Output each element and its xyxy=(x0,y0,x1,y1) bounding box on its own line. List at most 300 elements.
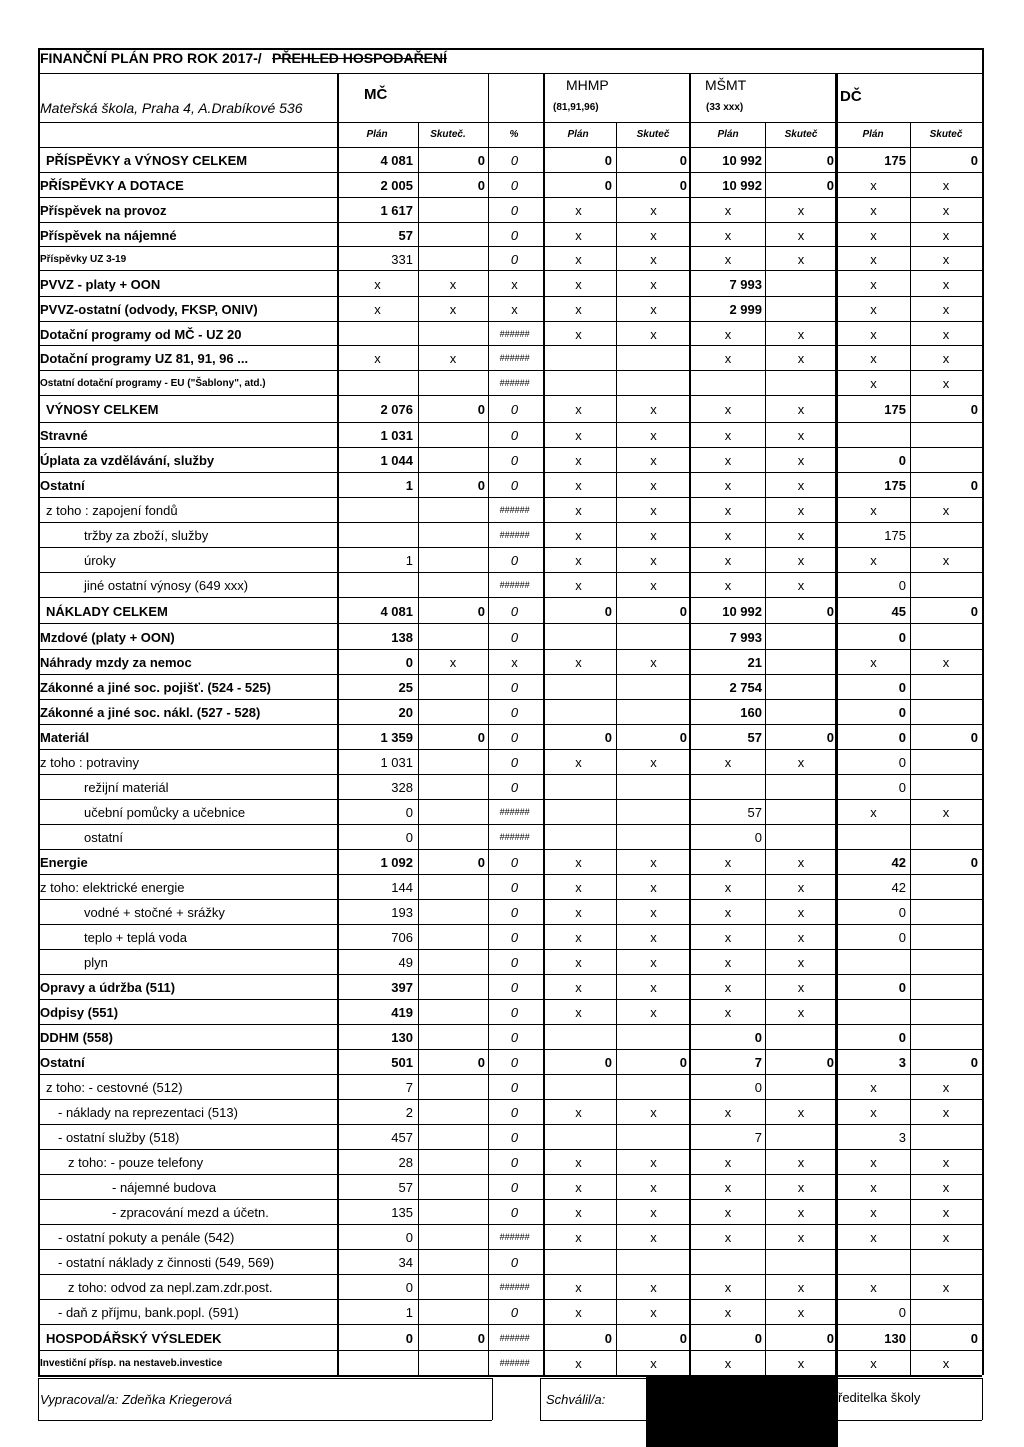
table-cell: 175 xyxy=(884,478,906,493)
table-cell: x xyxy=(797,1155,805,1170)
grid-line xyxy=(38,1099,982,1100)
table-cell: 0 xyxy=(510,855,519,870)
table-cell: x xyxy=(797,955,805,970)
table-cell: x xyxy=(870,553,877,568)
table-cell: x xyxy=(575,478,582,493)
row-label: PŘÍSPĚVKY A DOTACE xyxy=(40,178,184,193)
table-cell: x xyxy=(575,1205,582,1220)
row-label: - nájemné budova xyxy=(112,1180,217,1195)
table-cell: x xyxy=(575,402,582,417)
table-cell: 457 xyxy=(391,1130,413,1145)
table-cell: 0 xyxy=(477,1055,485,1070)
table-cell: x xyxy=(650,1155,657,1170)
table-cell: 0 xyxy=(898,780,906,795)
table-cell: 1 xyxy=(405,478,413,493)
table-cell: x xyxy=(870,178,877,193)
table-cell: x xyxy=(870,1356,877,1371)
table-cell: x xyxy=(374,302,381,317)
table-cell: 0 xyxy=(477,604,485,619)
grid-line xyxy=(38,122,982,123)
table-cell: 331 xyxy=(391,252,413,267)
table-cell: x xyxy=(650,755,657,770)
table-cell: 0 xyxy=(477,153,485,168)
table-cell: x xyxy=(797,203,805,218)
table-cell: 0 xyxy=(826,1055,834,1070)
table-cell: 0 xyxy=(510,604,519,619)
table-cell: ###### xyxy=(499,329,530,339)
table-cell: x xyxy=(650,203,657,218)
column-header-msmt-sub: (33 xxx) xyxy=(706,102,744,113)
table-cell: x xyxy=(575,1356,582,1371)
table-cell: 0 xyxy=(898,705,906,720)
grid-line xyxy=(38,699,982,700)
row-label: Náhrady mzdy za nemoc xyxy=(40,655,192,670)
table-cell: 4 081 xyxy=(380,153,413,168)
row-label: PŘÍSPĚVKY a VÝNOSY CELKEM xyxy=(46,153,248,168)
table-cell: x xyxy=(870,1155,877,1170)
table-cell: x xyxy=(724,228,732,243)
table-cell: x xyxy=(870,1180,877,1195)
table-cell: 0 xyxy=(679,604,687,619)
grid-line xyxy=(38,1324,982,1325)
table-cell: 0 xyxy=(970,855,978,870)
grid-line xyxy=(38,623,982,624)
table-cell: x xyxy=(650,402,657,417)
table-cell: x xyxy=(575,578,582,593)
table-cell: x xyxy=(797,1205,805,1220)
table-cell: 49 xyxy=(398,955,413,970)
table-cell: 175 xyxy=(884,153,906,168)
grid-line xyxy=(38,270,982,271)
table-cell: 0 xyxy=(970,604,978,619)
table-cell: x xyxy=(942,351,950,366)
table-cell: 2 005 xyxy=(380,178,413,193)
table-cell: x xyxy=(449,351,457,366)
table-cell: x xyxy=(870,302,877,317)
table-cell: x xyxy=(797,1356,805,1371)
table-cell: x xyxy=(724,578,732,593)
row-label: DDHM (558) xyxy=(40,1030,113,1045)
row-label: Opravy a údržba (511) xyxy=(40,980,176,995)
grid-line xyxy=(492,1378,493,1420)
title-main: FINANČNÍ PLÁN PRO ROK 2017-/ xyxy=(40,50,262,66)
column-header-dc: DČ xyxy=(840,88,862,105)
grid-line xyxy=(38,73,982,74)
table-cell: x xyxy=(575,1005,582,1020)
table-cell: 328 xyxy=(391,780,413,795)
row-label: Úplata za vzdělávání, služby xyxy=(40,453,215,468)
row-label: Investiční přísp. na nestaveb.investice xyxy=(40,1358,223,1369)
grid-line xyxy=(38,197,982,198)
table-cell: 0 xyxy=(510,1005,519,1020)
table-cell: x xyxy=(870,351,877,366)
table-cell: x xyxy=(870,1205,877,1220)
row-label: PVVZ-ostatní (odvody, FKSP, ONIV) xyxy=(40,302,258,317)
table-cell: x xyxy=(942,327,950,342)
column-header-msmt: MŠMT xyxy=(705,77,747,93)
row-label: HOSPODÁŘSKÝ VÝSLEDEK xyxy=(46,1331,222,1346)
table-cell: x xyxy=(650,1005,657,1020)
table-cell: 0 xyxy=(510,955,519,970)
table-cell: x xyxy=(724,1205,732,1220)
table-cell: x xyxy=(575,980,582,995)
table-cell: 0 xyxy=(510,203,519,218)
table-cell: 160 xyxy=(740,705,762,720)
table-cell: 34 xyxy=(398,1255,413,1270)
table-cell: x xyxy=(575,252,582,267)
subheader-5: Plán xyxy=(717,129,739,140)
table-cell: x xyxy=(724,252,732,267)
table-cell: x xyxy=(942,503,950,518)
table-cell: 1 617 xyxy=(380,203,413,218)
table-cell: 10 992 xyxy=(722,604,762,619)
row-label: Ostatní xyxy=(40,1055,85,1070)
table-cell: 0 xyxy=(510,1305,519,1320)
table-cell: x xyxy=(724,553,732,568)
grid-line xyxy=(38,1274,982,1275)
table-cell: 28 xyxy=(398,1155,413,1170)
table-cell: x xyxy=(724,755,732,770)
table-cell: x xyxy=(724,428,732,443)
table-cell: 0 xyxy=(510,1255,519,1270)
table-cell: 0 xyxy=(477,178,485,193)
approved-by-label: Schválil/a: xyxy=(546,1392,606,1407)
grid-line xyxy=(38,774,982,775)
table-cell: 1 044 xyxy=(380,453,413,468)
table-cell: 0 xyxy=(898,930,906,945)
director-title: ředitelka školy xyxy=(838,1390,921,1405)
row-label: Energie xyxy=(40,855,88,870)
grid-line xyxy=(38,1074,982,1075)
grid-line xyxy=(38,1350,982,1351)
table-cell: ###### xyxy=(499,530,530,540)
table-cell: 0 xyxy=(679,178,687,193)
table-cell: 1 xyxy=(405,1305,413,1320)
row-label: NÁKLADY CELKEM xyxy=(46,604,168,619)
column-header-mhmp-sub: (81,91,96) xyxy=(553,102,599,113)
table-cell: x xyxy=(724,855,732,870)
table-cell: ###### xyxy=(499,1358,530,1368)
grid-line xyxy=(38,296,982,297)
table-cell: x xyxy=(575,955,582,970)
table-cell: x xyxy=(650,453,657,468)
table-cell: 0 xyxy=(510,630,519,645)
table-cell: 419 xyxy=(391,1005,413,1020)
grid-line xyxy=(38,522,982,523)
table-cell: 0 xyxy=(510,478,519,493)
table-cell: x xyxy=(724,1356,732,1371)
table-cell: 0 xyxy=(970,1055,978,1070)
table-cell: 21 xyxy=(747,655,762,670)
table-cell: 0 xyxy=(510,1180,519,1195)
table-cell: 0 xyxy=(898,1305,906,1320)
grid-line xyxy=(38,172,982,173)
table-cell: x xyxy=(797,503,805,518)
subheader-2: % xyxy=(509,129,519,140)
table-cell: x xyxy=(575,228,582,243)
table-cell: x xyxy=(575,1305,582,1320)
table-cell: x xyxy=(724,1005,732,1020)
row-label: z toho: - cestovné (512) xyxy=(46,1080,183,1095)
table-cell: x xyxy=(650,1305,657,1320)
table-cell: x xyxy=(575,1105,582,1120)
table-cell: 0 xyxy=(679,153,687,168)
table-cell: 10 992 xyxy=(722,153,762,168)
table-cell: x xyxy=(650,1205,657,1220)
table-cell: 0 xyxy=(477,1331,485,1346)
table-cell: x xyxy=(650,855,657,870)
table-cell: x xyxy=(942,252,950,267)
table-cell: x xyxy=(870,252,877,267)
table-cell: x xyxy=(575,880,582,895)
table-cell: 57 xyxy=(747,730,762,745)
row-label: - ostatní pokuty a penále (542) xyxy=(58,1230,235,1245)
table-cell: 0 xyxy=(970,478,978,493)
table-cell: x xyxy=(797,905,805,920)
table-cell: x xyxy=(797,478,805,493)
table-cell: x xyxy=(374,277,381,292)
table-cell: 0 xyxy=(898,630,906,645)
table-cell: x xyxy=(942,178,950,193)
table-cell: 0 xyxy=(826,604,834,619)
table-cell: x xyxy=(870,327,877,342)
table-cell: x xyxy=(650,1230,657,1245)
table-cell: x xyxy=(870,228,877,243)
grid-line xyxy=(540,1378,541,1420)
table-cell: x xyxy=(724,528,732,543)
table-cell: x xyxy=(374,351,381,366)
table-cell: 0 xyxy=(510,1080,519,1095)
table-cell: x xyxy=(797,228,805,243)
table-cell: x xyxy=(797,351,805,366)
table-cell: 0 xyxy=(510,930,519,945)
table-cell: 2 754 xyxy=(729,680,762,695)
row-label: z toho: elektrické energie xyxy=(40,880,185,895)
table-cell: x xyxy=(575,755,582,770)
table-cell: x xyxy=(797,1230,805,1245)
table-cell: 57 xyxy=(398,1180,413,1195)
table-cell: x xyxy=(650,277,657,292)
subheader-7: Plán xyxy=(862,129,884,140)
table-cell: 2 xyxy=(405,1105,413,1120)
table-cell: 2 076 xyxy=(380,402,413,417)
table-cell: 7 xyxy=(405,1080,413,1095)
table-cell: 0 xyxy=(898,755,906,770)
row-label: Ostatní dotační programy - EU ("Šablony", atd.) xyxy=(40,378,266,389)
table-cell: x xyxy=(449,655,457,670)
table-cell: x xyxy=(724,930,732,945)
table-cell: x xyxy=(575,1180,582,1195)
row-label: teplo + teplá voda xyxy=(84,930,187,945)
table-cell: x xyxy=(797,1005,805,1020)
redacted-signature xyxy=(646,1376,838,1447)
table-cell: 135 xyxy=(391,1205,413,1220)
table-cell: x xyxy=(942,1205,950,1220)
table-cell: 175 xyxy=(884,402,906,417)
table-cell: x xyxy=(942,277,950,292)
row-label: z toho : potraviny xyxy=(40,755,139,770)
grid-line xyxy=(38,497,982,498)
grid-line xyxy=(38,345,982,346)
table-cell: 0 xyxy=(510,428,519,443)
table-cell: x xyxy=(575,503,582,518)
table-cell: x xyxy=(870,1280,877,1295)
table-cell: 7 xyxy=(754,1130,762,1145)
table-cell: 0 xyxy=(405,1331,413,1346)
table-cell: 1 359 xyxy=(380,730,413,745)
table-cell: x xyxy=(797,1105,805,1120)
grid-line xyxy=(38,1224,982,1225)
table-cell: 0 xyxy=(510,153,519,168)
table-cell: x xyxy=(724,955,732,970)
table-cell: x xyxy=(724,402,732,417)
table-cell: 175 xyxy=(884,528,906,543)
row-label: Příspěvek na provoz xyxy=(40,203,167,218)
table-cell: 0 xyxy=(604,153,612,168)
table-cell: x xyxy=(650,578,657,593)
prepared-by: Vypracoval/a: Zdeňka Kriegerová xyxy=(40,1392,232,1407)
table-cell: 0 xyxy=(405,805,413,820)
table-cell: 0 xyxy=(754,1030,762,1045)
table-cell: x xyxy=(575,855,582,870)
row-label: - náklady na reprezentaci (513) xyxy=(58,1105,238,1120)
title-struck: PŘEHLED HOSPODAŘENÍ xyxy=(272,50,448,66)
table-cell: x xyxy=(942,1080,950,1095)
table-cell: x xyxy=(575,528,582,543)
subheader-6: Skuteč xyxy=(784,129,818,140)
grid-line xyxy=(38,1378,39,1420)
table-cell: x xyxy=(650,327,657,342)
table-cell: 0 xyxy=(510,228,519,243)
table-cell: x xyxy=(724,453,732,468)
table-cell: 0 xyxy=(679,1331,687,1346)
table-cell: x xyxy=(942,655,950,670)
table-cell: 0 xyxy=(970,1331,978,1346)
table-cell: x xyxy=(650,428,657,443)
table-cell: ###### xyxy=(499,378,530,388)
table-cell: x xyxy=(575,428,582,443)
table-cell: 0 xyxy=(754,1080,762,1095)
table-cell: x xyxy=(870,805,877,820)
row-label: z toho: - pouze telefony xyxy=(68,1155,204,1170)
grid-line xyxy=(38,147,982,148)
table-cell: 0 xyxy=(405,830,413,845)
grid-line xyxy=(38,799,982,800)
table-cell: 130 xyxy=(391,1030,413,1045)
grid-line xyxy=(38,974,982,975)
row-label: Příspěvek na nájemné xyxy=(40,228,177,243)
table-cell: x xyxy=(575,905,582,920)
table-cell: 501 xyxy=(391,1055,413,1070)
subheader-1: Skuteč. xyxy=(430,129,466,140)
table-cell: 0 xyxy=(898,980,906,995)
table-cell: 0 xyxy=(604,1055,612,1070)
table-cell: x xyxy=(650,930,657,945)
table-cell: 0 xyxy=(510,553,519,568)
grid-line xyxy=(38,1375,982,1377)
table-cell: x xyxy=(575,1230,582,1245)
table-cell: 25 xyxy=(398,680,413,695)
table-cell: 0 xyxy=(510,1155,519,1170)
table-cell: 0 xyxy=(604,730,612,745)
row-label: z toho: odvod za nepl.zam.zdr.post. xyxy=(68,1280,273,1295)
row-label: tržby za zboží, služby xyxy=(84,528,209,543)
row-label: Zákonné a jiné soc. pojišť. (524 - 525) xyxy=(40,680,271,695)
grid-line xyxy=(38,899,982,900)
grid-line xyxy=(38,674,982,675)
grid-line xyxy=(38,572,982,573)
table-cell: 10 992 xyxy=(722,178,762,193)
table-cell: 0 xyxy=(970,153,978,168)
grid-line xyxy=(38,246,982,247)
table-cell: 0 xyxy=(510,980,519,995)
row-label: Stravné xyxy=(40,428,88,443)
table-cell: 0 xyxy=(510,680,519,695)
table-cell: 0 xyxy=(826,1331,834,1346)
row-label: - daň z příjmu, bank.popl. (591) xyxy=(58,1305,239,1320)
column-header-mhmp: MHMP xyxy=(566,77,609,93)
table-cell: x xyxy=(870,655,877,670)
table-cell: x xyxy=(870,277,877,292)
table-cell: 1 031 xyxy=(380,755,413,770)
table-cell: ###### xyxy=(499,1232,530,1242)
table-cell: 0 xyxy=(898,905,906,920)
table-cell: x xyxy=(449,277,457,292)
row-label: učební pomůcky a učebnice xyxy=(84,805,246,820)
table-cell: x xyxy=(650,302,657,317)
row-label: Příspěvky UZ 3-19 xyxy=(40,254,127,265)
table-cell: x xyxy=(797,402,805,417)
table-cell: 0 xyxy=(405,1230,413,1245)
table-cell: ###### xyxy=(499,505,530,515)
table-cell: x xyxy=(575,453,582,468)
table-cell: x xyxy=(724,1305,732,1320)
table-cell: ###### xyxy=(499,832,530,842)
table-cell: 0 xyxy=(510,880,519,895)
grid-line xyxy=(38,321,982,322)
grid-line xyxy=(38,1049,982,1050)
grid-line xyxy=(38,395,982,396)
table-cell: x xyxy=(575,930,582,945)
table-cell: x xyxy=(797,880,805,895)
column-header-mc: MČ xyxy=(364,86,388,103)
table-cell: 0 xyxy=(477,402,485,417)
table-cell: x xyxy=(797,528,805,543)
grid-line xyxy=(38,370,982,371)
table-cell: 57 xyxy=(398,228,413,243)
table-cell: 7 993 xyxy=(729,277,762,292)
table-cell: 0 xyxy=(754,830,762,845)
table-cell: x xyxy=(650,528,657,543)
table-cell: x xyxy=(797,1305,805,1320)
table-cell: ###### xyxy=(499,1282,530,1292)
grid-line xyxy=(38,1299,982,1300)
table-cell: x xyxy=(942,1105,950,1120)
grid-line xyxy=(38,849,982,850)
table-cell: x xyxy=(870,1230,877,1245)
table-cell: x xyxy=(942,376,950,391)
table-cell: 0 xyxy=(510,1055,519,1070)
grid-line xyxy=(38,724,982,725)
table-cell: x xyxy=(650,503,657,518)
table-cell: x xyxy=(650,980,657,995)
table-cell: x xyxy=(575,655,582,670)
table-cell: x xyxy=(724,1105,732,1120)
table-cell: x xyxy=(724,905,732,920)
grid-line xyxy=(38,874,982,875)
grid-line xyxy=(38,1124,982,1125)
row-label: Dotační programy UZ 81, 91, 96 ... xyxy=(40,351,249,366)
